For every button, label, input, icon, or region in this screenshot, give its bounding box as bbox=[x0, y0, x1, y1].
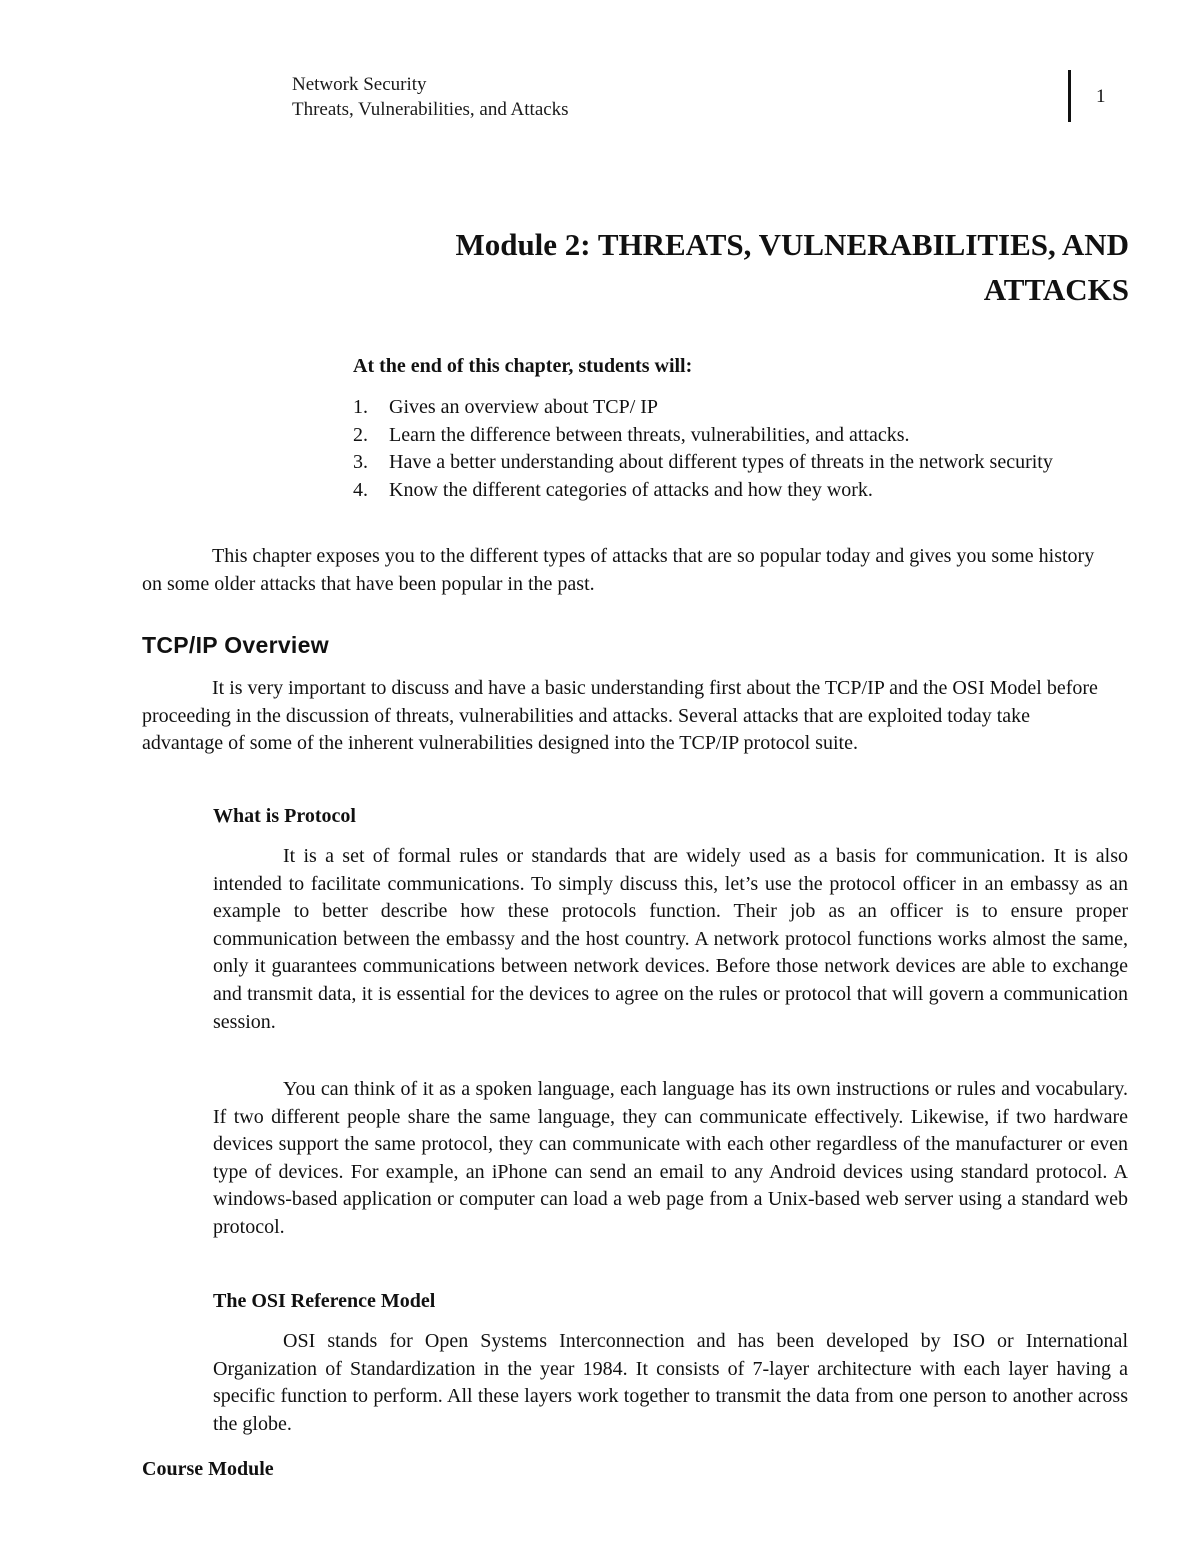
header-course-title: Network Security bbox=[292, 74, 427, 95]
intro-paragraph: This chapter exposes you to the different types of attacks that are so popular today and gives you some history on some older attacks that have been popular in the past. bbox=[142, 545, 1095, 595]
subsection-heading-protocol: What is Protocol bbox=[213, 805, 356, 827]
objective-number: 2. bbox=[353, 423, 368, 446]
objective-item bbox=[353, 422, 1093, 450]
page-footer: Course Module bbox=[142, 1458, 274, 1480]
objective-item bbox=[353, 477, 1093, 505]
running-header bbox=[292, 72, 569, 122]
header-module-title: Threats, Vulnerabilities, and Attacks bbox=[292, 99, 569, 120]
subsection-heading-osi: The OSI Reference Model bbox=[213, 1290, 436, 1312]
page-number: 1 bbox=[1096, 86, 1106, 107]
objective-number: 4. bbox=[353, 478, 368, 501]
protocol-paragraph-2: You can think of it as a spoken language, each language has its own instructions or rules and vocabulary. If two different people share the same language, they can communicate effectively. Likewise, if two hardware devices support the same protocol, they can communicate with each other regardless of the manufacturer or even type of devices. For example, an iPhone can send an email to any Android devices using standard protocol. A windows-based application or computer can load a web page from a Unix-based web server using a standard web protocol. bbox=[213, 1078, 1128, 1238]
module-title bbox=[329, 222, 1129, 312]
objective-text: Gives an overview about TCP/ IP bbox=[389, 396, 659, 418]
objective-text: Know the different categories of attacks and how they work. bbox=[389, 478, 873, 501]
objective-item bbox=[353, 449, 1093, 477]
objectives-heading: At the end of this chapter, students will: bbox=[353, 355, 693, 377]
osi-paragraph: OSI stands for Open Systems Interconnection and has been developed by ISO or International Organization of Standardization in the year 1984. It consists of 7-layer architecture with each layer having a specific function to perform. All these layers work together to transmit the data from one person to another across the globe. bbox=[213, 1330, 1128, 1435]
section-heading-tcpip: TCP/IP Overview bbox=[142, 632, 329, 658]
module-title-line2: ATTACKS bbox=[983, 272, 1129, 307]
protocol-paragraph-1: It is a set of formal rules or standards that are widely used as a basis for communication. It is also intended to facilitate communications. To simply discuss this, let’s use the protocol officer in an embassy as an example to better describe how these protocols function. Their job as an officer is to ensure proper communication between the embassy and the host country. A network protocol functions works almost the same, only it guarantees communications between network devices. Before those network devices are able to exchange and transmit data, it is essential for the devices to agree on the rules or protocol that will govern a communication session. bbox=[213, 845, 1128, 1033]
objective-text: Learn the difference between threats, vulnerabilities, and attacks. bbox=[389, 423, 910, 446]
objective-item bbox=[353, 394, 1093, 422]
objective-text: Have a better understanding about different types of threats in the network security bbox=[389, 451, 1053, 473]
objective-number: 1. bbox=[353, 396, 368, 418]
module-title-line1: Module 2: THREATS, VULNERABILITIES, AND bbox=[455, 227, 1129, 262]
objective-number: 3. bbox=[353, 451, 368, 473]
tcpip-paragraph: It is very important to discuss and have a basic understanding first about the TCP/IP and the OSI Model before proceeding in the discussion of threats, vulnerabilities and attacks. Several attacks that are exploited today take advantage of some of the inherent vulnerabilities designed into the TCP/IP protocol suite. bbox=[142, 677, 1098, 755]
header-divider bbox=[1068, 70, 1071, 122]
objectives-list bbox=[353, 394, 1093, 504]
